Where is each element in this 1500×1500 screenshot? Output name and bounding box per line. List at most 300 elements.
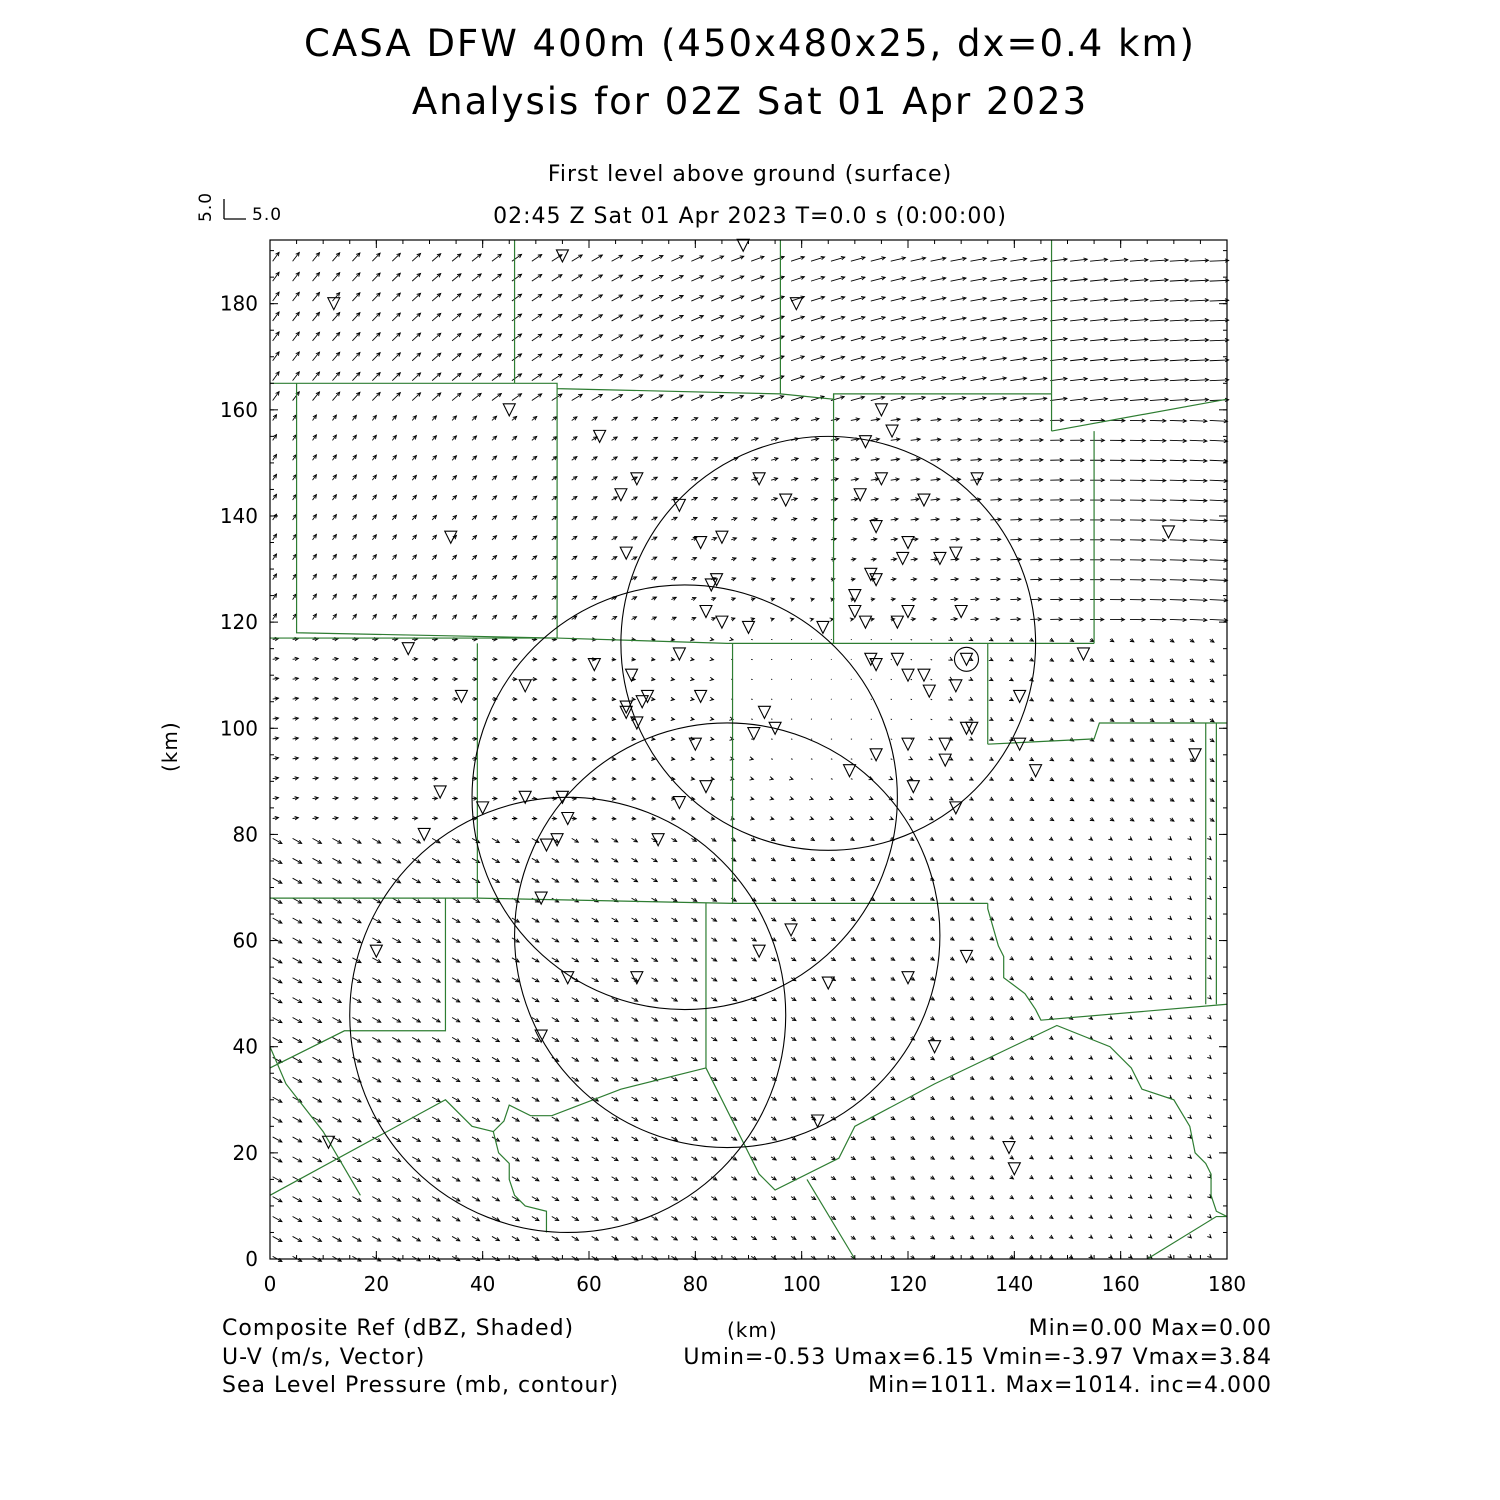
wind-vector xyxy=(831,1037,836,1040)
wind-vector xyxy=(990,937,994,940)
wind-vector xyxy=(990,1255,994,1258)
wind-vector xyxy=(671,918,677,921)
wind-vector xyxy=(592,1057,599,1061)
wind-vector xyxy=(432,575,436,580)
wind-vector xyxy=(751,598,755,601)
wind-vector xyxy=(532,1177,539,1181)
wind-vector xyxy=(1049,1116,1053,1120)
wind-vector xyxy=(729,637,733,640)
wind-vector xyxy=(332,1097,341,1102)
wind-vector xyxy=(452,757,457,760)
wind-vector xyxy=(1207,1095,1211,1099)
wind-vector xyxy=(751,958,756,961)
wind-vector xyxy=(572,658,576,661)
wind-vector xyxy=(552,1177,559,1181)
wind-vector xyxy=(731,918,736,921)
wind-vector xyxy=(572,858,579,862)
wind-vector xyxy=(552,777,557,780)
wind-vector xyxy=(512,1177,519,1181)
wind-vector xyxy=(1010,598,1020,601)
wind-vector xyxy=(432,757,437,760)
wind-vector xyxy=(871,937,875,940)
wind-vector xyxy=(1069,1056,1073,1060)
wind-vector xyxy=(1029,1016,1033,1020)
wind-vector xyxy=(910,837,914,840)
wind-vector xyxy=(931,699,933,700)
wind-vector xyxy=(731,1236,736,1239)
wind-vector-head xyxy=(1188,1115,1192,1119)
wind-vector xyxy=(751,977,756,980)
wind-vector xyxy=(970,1195,974,1198)
wind-vector xyxy=(392,1097,400,1102)
wind-vector xyxy=(293,1197,302,1202)
wind-vector xyxy=(273,1236,282,1241)
wind-vector xyxy=(791,1017,796,1020)
wind-vector xyxy=(572,576,577,579)
wind-vector xyxy=(512,817,517,820)
wind-vector xyxy=(572,817,577,820)
wind-vector xyxy=(472,657,477,660)
wind-vector xyxy=(612,938,618,942)
wind-vector xyxy=(908,757,912,760)
wind-vector-head xyxy=(1168,1155,1172,1159)
wind-vector xyxy=(332,1217,341,1222)
wind-vector-head xyxy=(1207,936,1211,940)
wind-vector xyxy=(989,857,993,860)
wind-vector xyxy=(432,615,436,620)
wind-vector xyxy=(990,1156,994,1159)
wind-vector xyxy=(472,1097,480,1101)
wind-vector xyxy=(871,1136,875,1139)
wind-vector xyxy=(930,1036,934,1039)
wind-vector xyxy=(632,817,636,820)
wind-vector xyxy=(313,1177,322,1182)
wind-vector xyxy=(432,717,437,720)
wind-vector xyxy=(532,1137,539,1141)
wind-vector xyxy=(1207,1154,1211,1158)
wind-vector xyxy=(1108,896,1112,900)
wind-vector xyxy=(1009,1076,1013,1079)
wind-vector xyxy=(1168,976,1172,980)
wind-vector-head xyxy=(1148,1075,1152,1079)
wind-vector xyxy=(1009,976,1013,979)
wind-vector xyxy=(671,1077,677,1081)
wind-vector xyxy=(1168,1214,1172,1218)
wind-vector xyxy=(293,958,302,963)
wind-vector xyxy=(1170,718,1174,721)
wind-vector-head xyxy=(909,797,913,800)
wind-vector xyxy=(552,717,557,720)
wind-vector xyxy=(1089,916,1093,920)
wind-vector xyxy=(1128,1215,1132,1219)
wind-vector xyxy=(1049,718,1053,721)
wind-vector xyxy=(452,697,457,700)
wind-vector xyxy=(751,1177,756,1180)
wind-vector xyxy=(572,717,576,720)
wind-vector xyxy=(632,1057,638,1061)
wind-vector xyxy=(790,817,794,820)
wind-vector xyxy=(1210,618,1228,621)
wind-vector xyxy=(632,938,638,942)
wind-vector xyxy=(332,614,336,619)
wind-vector xyxy=(352,1217,361,1222)
wind-vector xyxy=(313,1197,322,1202)
wind-vector xyxy=(890,857,894,860)
wind-vector-shaft xyxy=(851,779,853,780)
wind-vector xyxy=(851,1097,855,1100)
wind-vector xyxy=(1128,896,1132,900)
wind-vector xyxy=(1170,818,1174,821)
wind-vector xyxy=(1188,1035,1192,1039)
wind-vector xyxy=(293,574,297,580)
wind-vector xyxy=(751,1097,756,1100)
wind-vector xyxy=(891,719,892,720)
wind-vector xyxy=(891,1236,895,1239)
wind-vector xyxy=(632,918,638,922)
wind-vector xyxy=(671,638,675,641)
wind-vector xyxy=(791,897,795,900)
wind-vector xyxy=(1009,1136,1013,1139)
wind-vector xyxy=(830,618,834,621)
wind-vector xyxy=(332,1177,341,1182)
wind-vector xyxy=(891,699,892,700)
wind-vector xyxy=(771,1176,776,1179)
wind-vector xyxy=(492,838,499,842)
wind-vector xyxy=(612,1236,618,1240)
wind-vector xyxy=(969,797,973,800)
wind-vector xyxy=(911,1196,915,1199)
wind-vector xyxy=(1029,1056,1033,1060)
wind-vector xyxy=(871,957,875,960)
wind-vector xyxy=(1168,1115,1172,1119)
wind-vector xyxy=(293,878,302,883)
wind-vector-head xyxy=(1207,856,1211,860)
wind-vector xyxy=(730,777,734,780)
wind-vector xyxy=(1108,956,1112,960)
wind-vector xyxy=(990,976,994,979)
wind-vector xyxy=(372,717,377,720)
wind-vector-head xyxy=(1188,1254,1192,1258)
wind-vector xyxy=(632,1117,638,1121)
wind-vector xyxy=(372,1197,380,1202)
wind-vector xyxy=(592,737,596,740)
wind-vector xyxy=(651,717,655,720)
wind-vector-shaft xyxy=(891,719,892,720)
wind-vector xyxy=(592,958,599,962)
wind-vector xyxy=(990,996,994,999)
wind-vector xyxy=(1188,1115,1192,1119)
wind-vector xyxy=(1009,937,1013,940)
wind-vector-shaft xyxy=(851,759,852,760)
wind-vector xyxy=(871,598,875,601)
wind-vector xyxy=(273,1018,282,1023)
wind-vector xyxy=(1150,639,1154,642)
wind-vector xyxy=(1207,916,1211,920)
wind-vector xyxy=(1049,1155,1053,1159)
wind-vector xyxy=(273,574,277,580)
wind-vector xyxy=(1050,797,1054,800)
wind-vector xyxy=(1128,956,1132,960)
wind-vector xyxy=(1130,598,1145,601)
wind-vector-head xyxy=(889,776,893,779)
wind-vector xyxy=(532,978,539,982)
wind-vector xyxy=(293,1037,302,1042)
wind-vector xyxy=(592,858,598,862)
wind-vector xyxy=(1049,1076,1053,1080)
wind-vector-head xyxy=(1148,936,1152,940)
wind-vector xyxy=(731,958,736,961)
wind-vector xyxy=(313,958,322,963)
wind-vector xyxy=(1168,1175,1172,1179)
wind-vector xyxy=(352,1157,361,1162)
wind-vector xyxy=(930,857,934,860)
wind-vector xyxy=(313,978,322,983)
wind-vector xyxy=(1170,798,1174,801)
wind-vector xyxy=(632,958,638,962)
wind-vector xyxy=(572,918,579,922)
wind-vector xyxy=(651,938,657,942)
wind-vector xyxy=(372,677,377,680)
wind-vector-head xyxy=(948,657,952,660)
wind-vector xyxy=(891,759,893,760)
wind-vector xyxy=(970,877,974,880)
wind-vector xyxy=(1128,1035,1132,1039)
wind-vector xyxy=(850,857,854,860)
wind-vector xyxy=(313,677,319,680)
wind-vector xyxy=(831,1176,836,1179)
wind-vector-head xyxy=(1207,916,1211,920)
wind-vector xyxy=(691,1117,697,1120)
wind-vector xyxy=(1148,1214,1152,1218)
wind-vector xyxy=(731,1197,736,1200)
wind-vector xyxy=(1148,1035,1152,1039)
wind-vector xyxy=(951,598,958,601)
wind-vector xyxy=(1170,698,1174,701)
wind-vector xyxy=(1210,718,1214,721)
wind-vector-head xyxy=(1168,876,1172,880)
wind-vector xyxy=(1069,936,1073,940)
wind-vector xyxy=(1049,1096,1053,1100)
wind-vector xyxy=(492,878,499,882)
wind-vector xyxy=(1128,976,1132,980)
wind-vector-head xyxy=(1148,1095,1152,1099)
wind-vector xyxy=(1150,698,1154,701)
wind-vector xyxy=(572,757,576,760)
wind-vector xyxy=(1029,1215,1033,1219)
wind-vector xyxy=(711,1217,717,1220)
wind-vector xyxy=(791,1037,796,1040)
wind-vector xyxy=(751,1137,756,1140)
wind-vector xyxy=(1188,876,1192,880)
wind-vector xyxy=(313,1236,322,1241)
wind-vector xyxy=(1070,598,1083,601)
wind-vector xyxy=(1188,896,1192,900)
wind-vector xyxy=(651,978,657,982)
wind-vector xyxy=(811,1137,816,1140)
wind-vector xyxy=(811,857,815,860)
wind-vector xyxy=(1168,1194,1172,1198)
wind-vector xyxy=(492,658,497,661)
wind-vector xyxy=(592,1197,599,1201)
wind-vector xyxy=(612,658,616,661)
wind-vector xyxy=(1148,896,1152,900)
wind-vector xyxy=(432,978,440,982)
wind-vector xyxy=(572,1157,579,1161)
wind-vector xyxy=(352,555,356,560)
wind-vector xyxy=(372,998,380,1003)
wind-vector xyxy=(871,739,872,740)
wind-vector xyxy=(1070,658,1074,661)
wind-vector xyxy=(1090,578,1104,581)
wind-vector xyxy=(452,717,457,720)
wind-vector xyxy=(1070,638,1074,641)
wind-vector xyxy=(651,1057,657,1061)
wind-vector xyxy=(1170,639,1174,642)
wind-vector xyxy=(711,1197,717,1200)
wind-vector xyxy=(412,1077,420,1082)
wind-vector xyxy=(592,1018,599,1022)
wind-vector xyxy=(990,1235,994,1238)
wind-vector xyxy=(930,977,934,980)
wind-vector xyxy=(273,1117,282,1122)
wind-vector xyxy=(452,858,460,862)
wind-vector xyxy=(989,737,993,740)
wind-vector xyxy=(831,1017,836,1020)
wind-vector xyxy=(452,1117,460,1121)
wind-vector-head xyxy=(929,797,933,800)
wind-vector xyxy=(909,797,913,800)
wind-vector xyxy=(432,1177,440,1181)
wind-vector xyxy=(492,978,499,982)
wind-vector xyxy=(1029,917,1033,921)
wind-vector xyxy=(492,777,497,780)
wind-vector xyxy=(1009,837,1013,840)
wind-vector xyxy=(949,777,953,780)
wind-vector xyxy=(1130,618,1145,621)
wind-vector xyxy=(1110,817,1114,820)
wind-vector xyxy=(1168,916,1172,920)
wind-vector xyxy=(831,957,835,960)
wind-vector xyxy=(372,697,377,700)
wind-vector xyxy=(970,1215,974,1218)
wind-vector xyxy=(273,1177,282,1182)
wind-vector xyxy=(1188,995,1192,999)
wind-vector-head xyxy=(1188,1234,1192,1238)
wind-vector xyxy=(771,857,775,860)
wind-vector xyxy=(791,857,795,860)
wind-vector xyxy=(492,1117,499,1121)
wind-vector xyxy=(831,779,833,780)
wind-vector xyxy=(512,998,519,1002)
wind-vector xyxy=(432,657,437,660)
wind-vector xyxy=(412,1097,420,1102)
wind-vector-head xyxy=(1168,896,1172,900)
wind-vector xyxy=(412,555,416,560)
wind-vector xyxy=(472,1137,480,1141)
wind-vector xyxy=(1210,698,1214,701)
wind-vector xyxy=(671,1197,677,1201)
wind-vector xyxy=(989,637,993,640)
wind-vector xyxy=(512,596,517,600)
wind-vector xyxy=(552,1157,559,1161)
wind-vector xyxy=(831,1196,836,1199)
wind-vector xyxy=(592,838,598,842)
wind-vector xyxy=(512,797,517,800)
wind-vector xyxy=(1089,837,1093,841)
wind-vector xyxy=(532,658,537,661)
wind-vector xyxy=(1150,678,1154,681)
wind-vector xyxy=(1150,718,1154,721)
wind-vector xyxy=(1069,837,1073,841)
wind-vector xyxy=(392,595,396,600)
wind-vector xyxy=(293,777,299,780)
wind-vector xyxy=(313,1057,322,1062)
wind-vector xyxy=(612,797,616,800)
wind-vector xyxy=(1009,996,1013,999)
wind-vector xyxy=(771,1117,776,1120)
wind-vector xyxy=(909,817,913,820)
wind-vector xyxy=(950,877,954,880)
wind-vector xyxy=(293,1077,302,1082)
wind-vector xyxy=(392,717,397,720)
wind-vector xyxy=(1009,1195,1013,1198)
wind-vector xyxy=(313,737,319,740)
wind-vector xyxy=(990,1136,994,1139)
wind-vector xyxy=(552,757,557,760)
wind-vector xyxy=(1168,836,1172,840)
wind-vector xyxy=(711,998,717,1001)
wind-vector xyxy=(930,837,934,840)
wind-vector xyxy=(1128,1016,1132,1020)
wind-vector xyxy=(989,677,993,680)
wind-vector-head xyxy=(1148,896,1152,900)
wind-vector xyxy=(891,1216,895,1219)
wind-vector xyxy=(651,1217,657,1221)
wind-vector xyxy=(1210,579,1228,582)
wind-vector xyxy=(1029,1195,1033,1199)
wind-vector xyxy=(851,1077,855,1080)
wind-vector xyxy=(651,958,657,962)
wind-vector xyxy=(1210,798,1214,801)
wind-vector xyxy=(1207,975,1211,979)
wind-vector xyxy=(612,697,616,700)
wind-vector xyxy=(1190,738,1194,741)
wind-vector xyxy=(532,576,537,580)
wind-vector xyxy=(273,958,282,963)
wind-vector xyxy=(851,1196,855,1199)
wind-vector xyxy=(911,1236,915,1239)
wind-vector xyxy=(690,737,694,740)
wind-vector xyxy=(612,757,616,760)
wind-vector xyxy=(1188,956,1192,960)
wind-vector xyxy=(1049,1175,1053,1179)
wind-vector xyxy=(452,838,460,842)
wind-vector xyxy=(612,577,617,580)
wind-vector xyxy=(1050,777,1054,780)
wind-vector xyxy=(710,777,714,780)
wind-vector xyxy=(849,796,853,799)
wind-vector-head xyxy=(869,796,873,799)
wind-vector xyxy=(552,938,559,942)
wind-vector xyxy=(891,639,892,640)
wind-vector-head xyxy=(969,777,973,780)
wind-vector xyxy=(711,918,716,921)
wind-vector-head xyxy=(1148,1055,1152,1059)
wind-vector xyxy=(552,576,557,580)
wind-vector xyxy=(632,1217,638,1221)
wind-vector-shaft xyxy=(1210,619,1228,620)
wind-vector-shaft xyxy=(1170,580,1186,581)
